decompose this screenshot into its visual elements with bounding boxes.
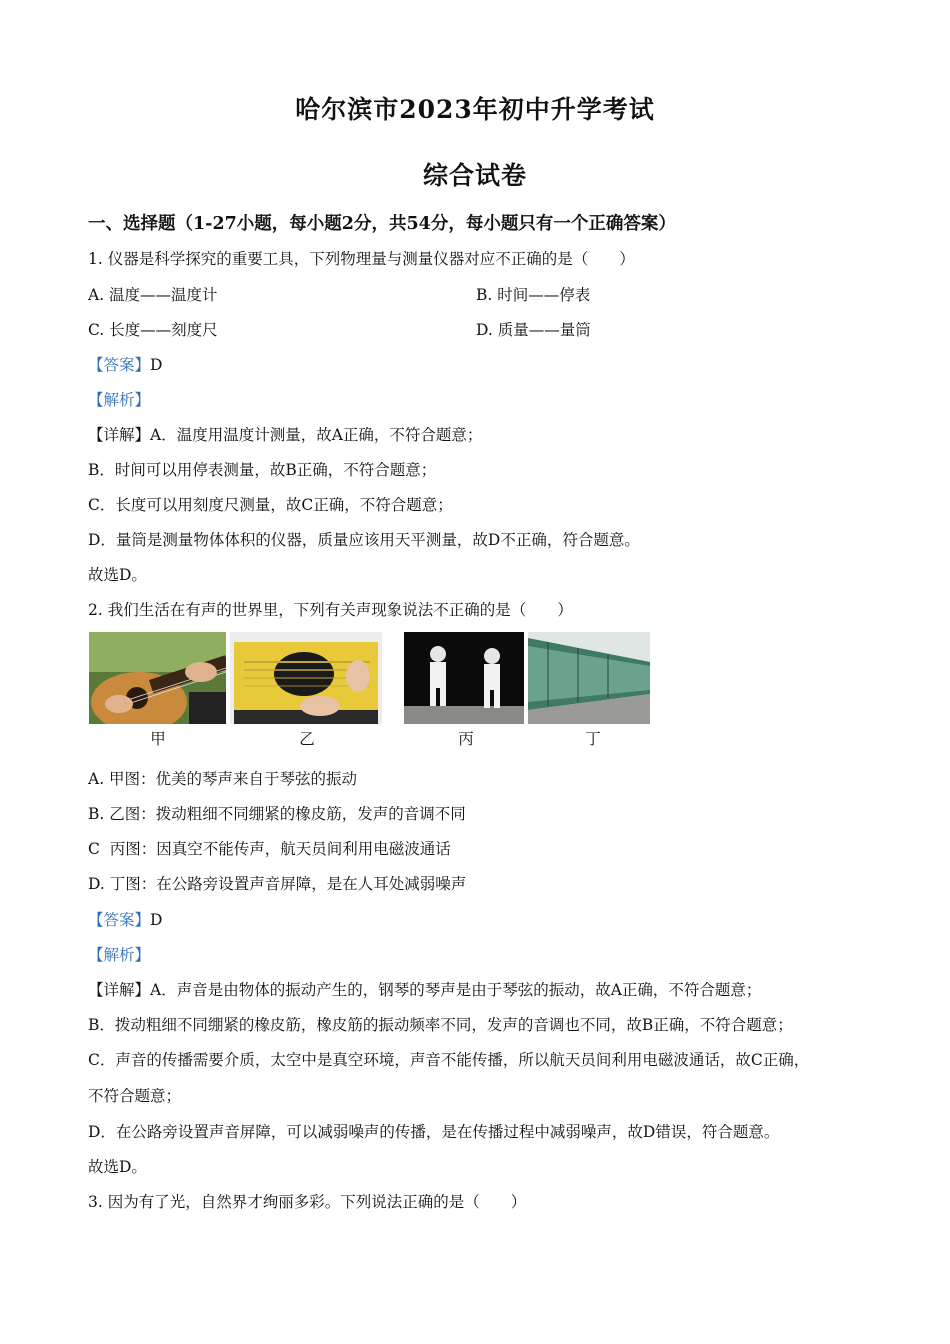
detail-text: A．声音是由物体的振动产生的，钢琴的琴声是由于琴弦的振动，故A正确，不符合题意； [150, 981, 762, 999]
caption-jia: 甲 [150, 730, 166, 748]
q1-detail-d: D．量筒是测量物体体积的仪器，质量应该用天平测量，故D不正确，符合题意。 [88, 531, 640, 549]
q1-analysis-tag: 【解析】 [88, 391, 151, 409]
q3-stem: 3. 因为有了光，自然界才绚丽多彩。下列说法正确的是（ ） [88, 1193, 527, 1211]
q1-option-a: A. 温度——温度计 [88, 286, 218, 304]
q1-option-b: B. 时间——停表 [476, 286, 591, 304]
q1-stem: 1. 仪器是科学探究的重要工具，下列物理量与测量仪器对应不正确的是（ ） [88, 250, 635, 268]
q1-detail-a [88, 423, 482, 445]
q1-option-c: C. 长度——刻度尺 [88, 321, 218, 339]
caption-bing: 丙 [458, 730, 474, 748]
answer-value: D [150, 356, 163, 374]
page-title: 哈尔滨市2023年初中升学考试 [295, 95, 655, 124]
figure-sound-barrier [528, 632, 650, 724]
answer-tag: 【答案】 [88, 911, 151, 929]
q2-conclusion: 故选D。 [88, 1158, 147, 1176]
q2-option-d: D. 丁图：在公路旁设置声音屏障，是在人耳处减弱噪声 [88, 875, 467, 893]
q1-detail-b: B．时间可以用停表测量，故B正确，不符合题意； [88, 461, 437, 479]
detail-tag: 【详解】 [88, 981, 151, 999]
section-heading: 一、选择题（1-27小题，每小题2分，共54分，每小题只有一个正确答案） [88, 214, 676, 234]
answer-tag: 【答案】 [88, 356, 151, 374]
q2-analysis-tag: 【解析】 [88, 946, 151, 964]
q1-option-d: D. 质量——量筒 [476, 321, 591, 339]
q2-option-b: B. 乙图：拨动粗细不同绷紧的橡皮筋，发声的音调不同 [88, 805, 466, 823]
q2-detail-d: D．在公路旁设置声音屏障，可以减弱噪声的传播，是在传播过程中减弱噪声，故D错误，符合题意。 [88, 1123, 780, 1141]
q1-answer [88, 353, 162, 375]
q2-detail-b: B．拨动粗细不同绷紧的橡皮筋，橡皮筋的振动频率不同，发声的音调也不同，故B正确，不符合题意； [88, 1016, 793, 1034]
figure-rubber-bands [230, 632, 382, 724]
figure-astronauts [404, 632, 524, 724]
caption-ding: 丁 [585, 730, 601, 748]
q2-answer [88, 908, 162, 930]
answer-value: D [150, 911, 163, 929]
q2-detail-c-cont: 不符合题意； [88, 1087, 182, 1105]
figure-guitar [89, 632, 226, 724]
detail-tag: 【详解】 [88, 426, 151, 444]
q1-conclusion: 故选D。 [88, 566, 147, 584]
q2-option-a: A. 甲图：优美的琴声来自于琴弦的振动 [88, 770, 358, 788]
q2-stem: 2. 我们生活在有声的世界里，下列有关声现象说法不正确的是（ ） [88, 601, 573, 619]
q2-detail-c: C．声音的传播需要介质，太空中是真空环境，声音不能传播，所以航天员间利用电磁波通话，故C正确， [88, 1051, 810, 1069]
q2-option-c: C 丙图：因真空不能传声，航天员间利用电磁波通话 [88, 840, 451, 858]
page-subtitle: 综合试卷 [422, 161, 527, 190]
q2-detail-a [88, 978, 761, 1000]
detail-text: A．温度用温度计测量，故A正确，不符合题意； [150, 426, 483, 444]
q1-detail-c: C．长度可以用刻度尺测量，故C正确，不符合题意； [88, 496, 453, 514]
caption-yi: 乙 [299, 730, 315, 748]
